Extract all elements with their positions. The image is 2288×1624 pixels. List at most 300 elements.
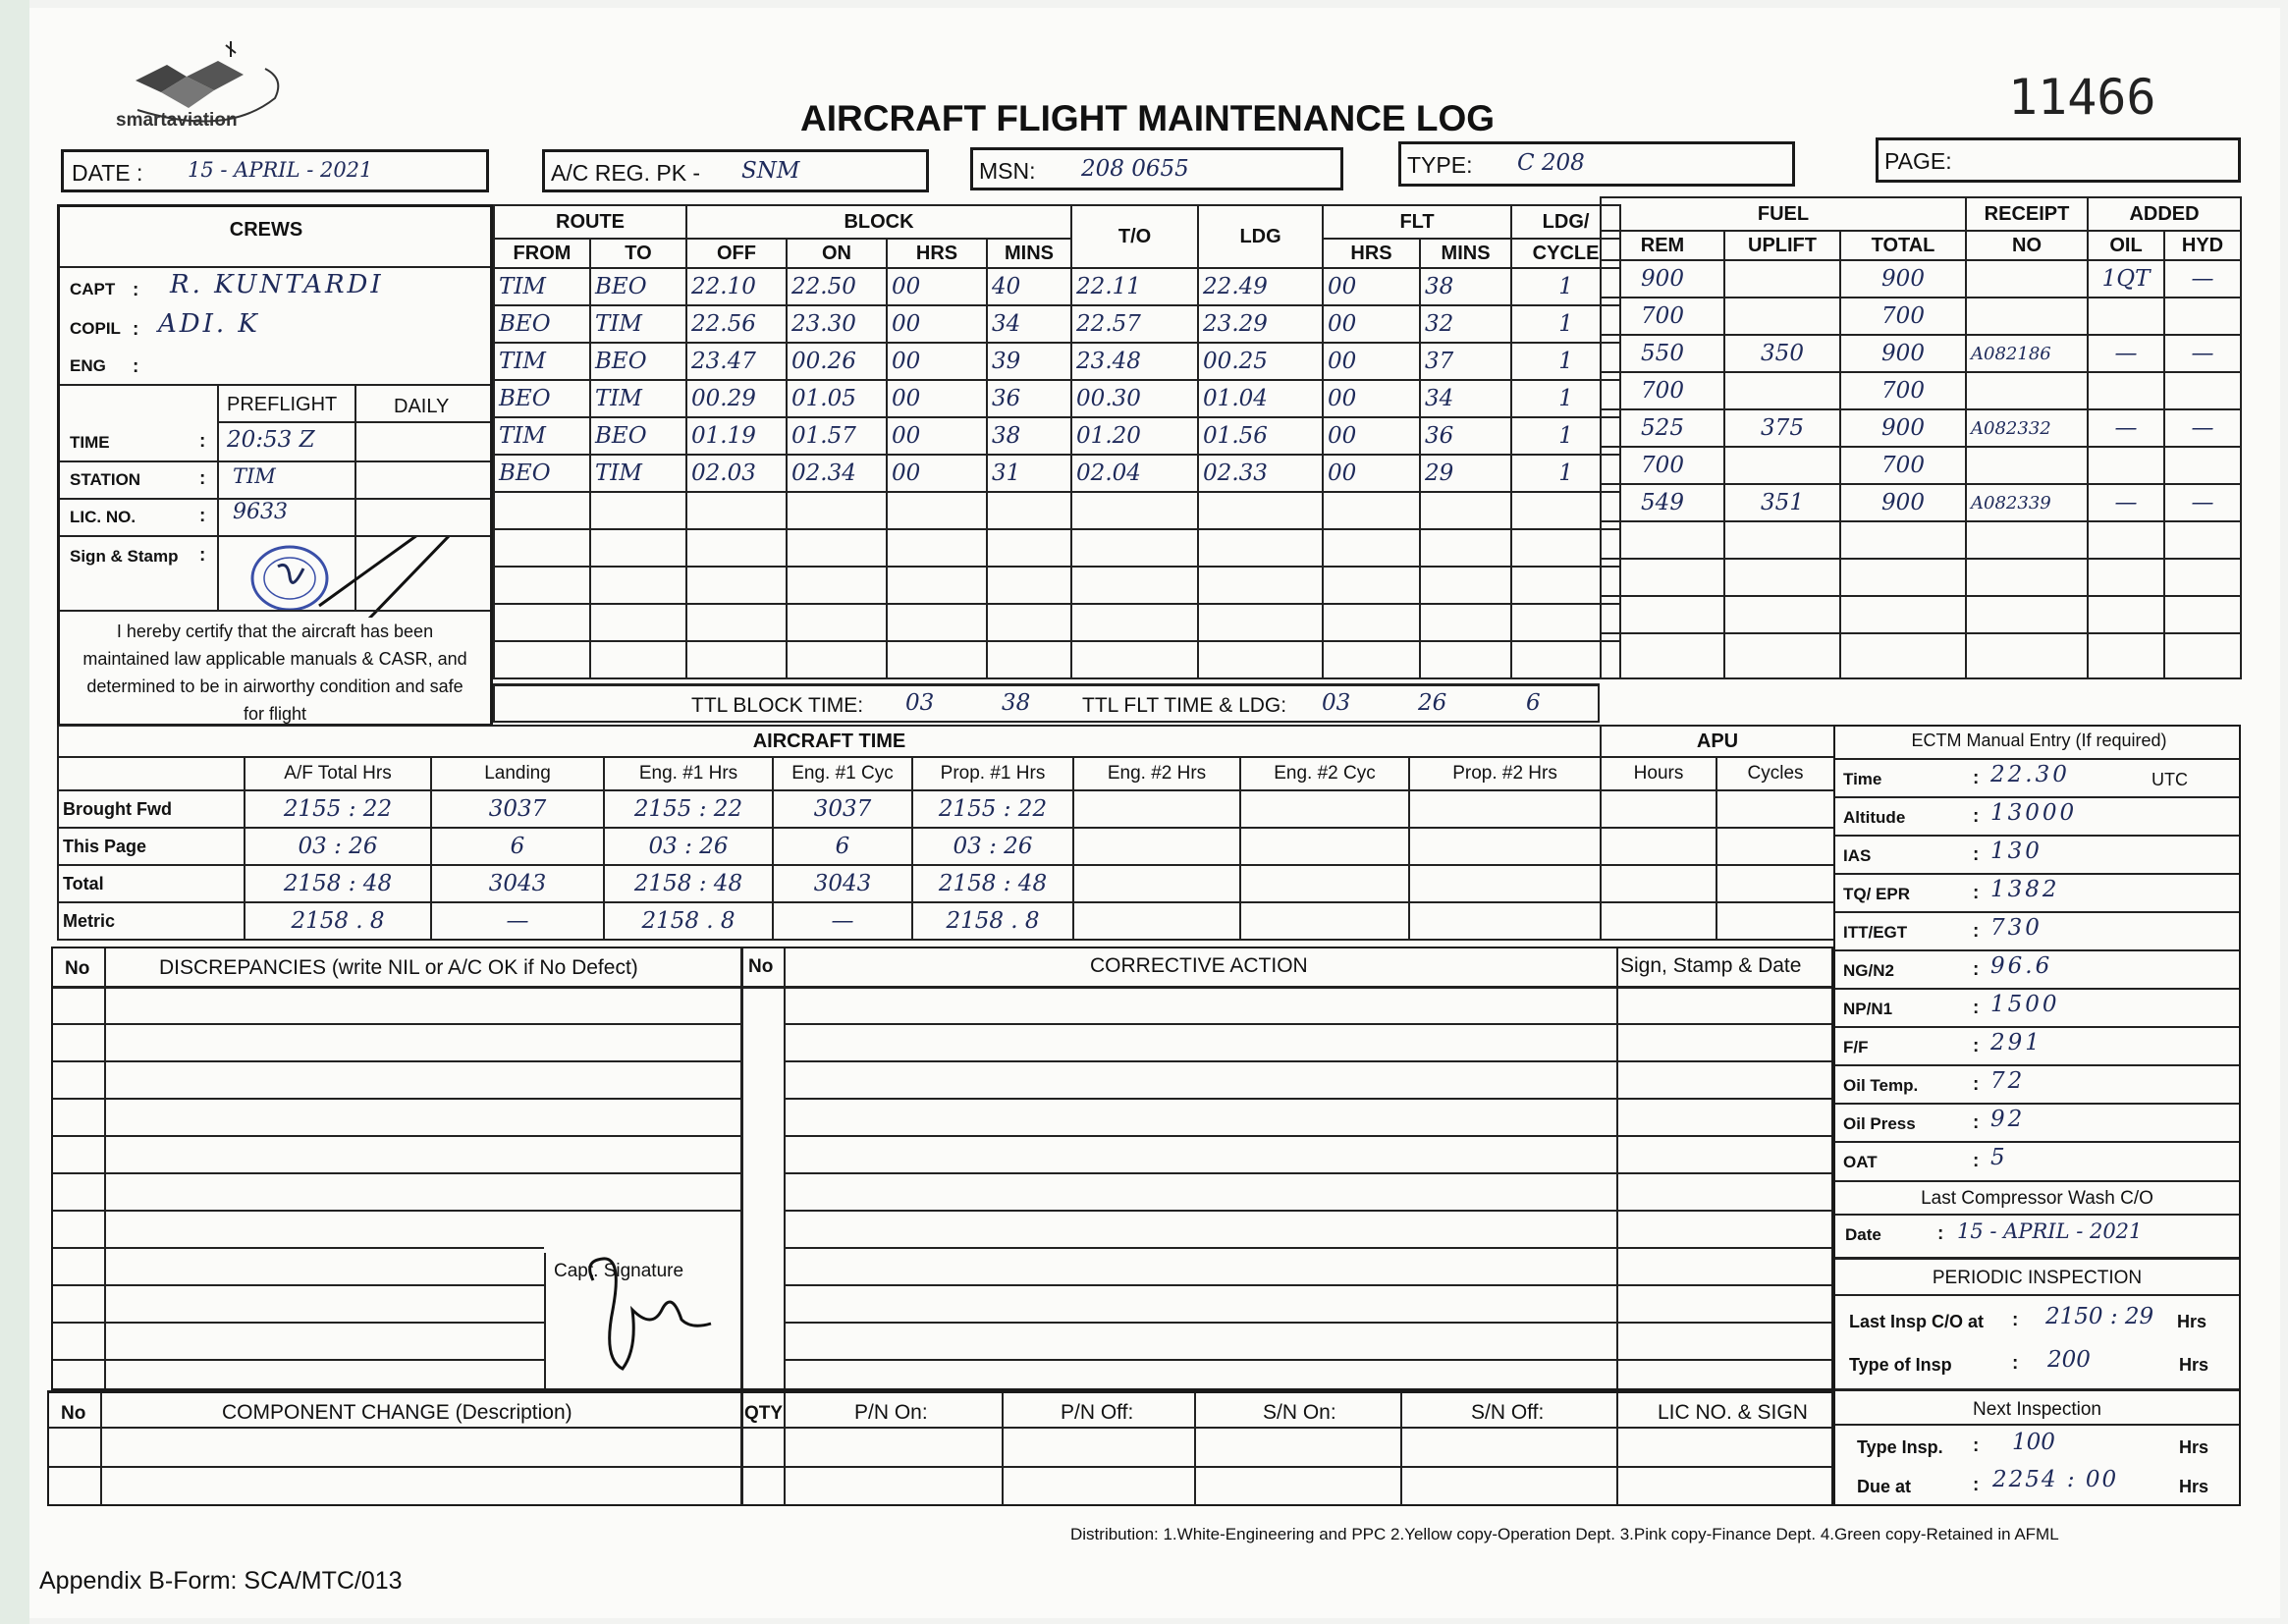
page-box [1876,137,2241,183]
aircraft-time-value: 2158 . 8 [912,902,1073,940]
ectm-unit: UTC [2152,770,2188,789]
ectm-label: IAS [1843,846,1872,865]
aircraft-time-value: — [431,902,604,940]
flight-row-empty [494,529,1620,567]
wash-date-label: Date [1845,1225,1881,1244]
flight-off-cell: 02.03 [686,455,787,492]
fuel-receipt-cell [1966,260,2088,298]
due-unit: Hrs [2179,1477,2209,1496]
aircraft-time-value: 2158 . 8 [604,902,773,940]
aircraft-time-value: 2158 : 48 [912,865,1073,902]
flight-flt-mins-cell: 37 [1420,343,1511,380]
preflight-station: TIM [233,464,276,488]
next-type-label: Type Insp. [1857,1437,1943,1457]
hyd-header: HYD [2164,231,2241,260]
ectm-row: Oil Temp. : 72 [1835,1064,2239,1103]
fuel-row-empty [1601,633,2241,678]
reg-box [542,149,929,192]
ttl-flt-hrs: 03 [1322,690,1351,716]
crews-title: CREWS [229,219,303,241]
distribution-note: Distribution: 1.White-Engineering and PPC 2.Yellow copy-Operation Dept. 3.Pink copy-Finance Dept. 4.Green copy-Retained in AFML [1070,1525,2059,1543]
on-header: ON [787,239,887,268]
fuel-hyd-cell [2164,298,2241,335]
aircraft-time-table [57,725,1602,941]
flight-ldg-cell: 00.25 [1198,343,1323,380]
ectm-value: 13000 [1990,800,2078,826]
ttl-block-hrs: 03 [905,690,935,716]
cycle-header-1: LDG/ [1511,205,1620,239]
flight-on-cell: 23.30 [787,305,887,343]
captain-signature-icon [564,1251,750,1379]
flight-on-cell: 01.57 [787,417,887,455]
aircraft-time-value [1240,902,1409,940]
cycle-header-2: CYCLE [1511,239,1620,268]
flight-row [494,305,1620,343]
flight-to-time-cell: 22.11 [1071,268,1198,305]
fuel-total-cell: 700 [1840,372,1966,409]
aircraft-time-col-header: A/F Total Hrs [245,757,431,790]
flight-row [494,343,1620,380]
ectm-value: 96.6 [1990,953,2053,979]
capt-signature-label: Capt. Signature [554,1261,684,1281]
receipt-header-2: NO [1966,231,2088,260]
to-header: T/O [1071,205,1198,268]
flight-flt-mins-cell: 32 [1420,305,1511,343]
flight-ldg-cell: 01.56 [1198,417,1323,455]
type-box [1398,141,1795,187]
fuel-receipt-cell: A082186 [1966,335,2088,372]
flight-off-cell: 00.29 [686,380,787,417]
aircraft-time-row-label: Brought Fwd [58,790,245,828]
aircraft-time-title: AIRCRAFT TIME [58,726,1601,757]
page-edge [0,0,29,1624]
aircraft-time-value: 3043 [431,865,604,902]
next-insp-title: Next Inspection [1835,1388,2239,1421]
flight-hrs-cell: 00 [887,268,987,305]
aircraft-time-value: 03 : 26 [604,828,773,865]
ectm-value: 1382 [1990,877,2060,902]
flight-ldg-cell [1198,492,1323,529]
apu-table [1600,725,1835,941]
ectm-row: Time : 22.30 UTC [1835,758,2239,796]
fuel-rem-cell: 525 [1601,409,1724,447]
next-type-value: 100 [2012,1430,2055,1455]
due-value: 2254 : 00 [1992,1467,2119,1492]
ectm-label: F/F [1843,1038,1869,1056]
fuel-rem-cell: 700 [1601,372,1724,409]
flight-to-time-cell: 00.30 [1071,380,1198,417]
flight-flt-hrs-cell: 00 [1323,268,1420,305]
sn-off-header: S/N Off: [1471,1401,1545,1424]
qty-header: QTY [744,1403,784,1424]
flight-flt-mins-cell: 38 [1420,268,1511,305]
fuel-row [1601,260,2241,298]
fuel-total-cell: 700 [1840,447,1966,484]
flight-from-cell: TIM [494,268,590,305]
fuel-oil-cell [2088,298,2164,335]
flight-from-cell [494,492,590,529]
daily-header: DAILY [394,396,450,417]
flight-hrs-cell: 00 [887,417,987,455]
fuel-oil-cell: — [2088,409,2164,447]
aircraft-time-value: 3037 [431,790,604,828]
flight-flt-mins-cell: 36 [1420,417,1511,455]
type-insp-value: 200 [2047,1347,2091,1373]
next-type-unit: Hrs [2179,1437,2209,1457]
aircraft-time-row [58,865,1601,902]
aircraft-time-col-header: Eng. #2 Hrs [1073,757,1240,790]
flight-off-cell: 22.10 [686,268,787,305]
flight-flt-hrs-cell [1323,492,1420,529]
fuel-oil-cell [2088,447,2164,484]
capt-value: R. KUNTARDI [170,270,384,299]
flight-flt-hrs-cell: 00 [1323,380,1420,417]
type-insp-unit: Hrs [2179,1355,2209,1375]
fuel-total-cell: 900 [1840,409,1966,447]
aircraft-time-value: 6 [431,828,604,865]
fuel-hyd-cell [2164,372,2241,409]
ectm-label: NG/N2 [1843,961,1894,980]
aircraft-time-value: 2155 : 22 [245,790,431,828]
flight-cycle-cell: 1 [1511,268,1620,305]
aircraft-time-value: 2158 : 48 [604,865,773,902]
eng-label: ENG [70,356,106,375]
aircraft-time-row [58,902,1601,940]
flight-on-cell: 01.05 [787,380,887,417]
aircraft-time-col-header: Landing [431,757,604,790]
flight-cycle-cell: 1 [1511,417,1620,455]
fuel-oil-cell [2088,372,2164,409]
added-header: ADDED [2088,197,2241,231]
flight-on-cell: 22.50 [787,268,887,305]
aircraft-time-value: 6 [773,828,912,865]
ectm-label: Oil Press [1843,1114,1916,1133]
fuel-uplift-cell: 351 [1724,484,1840,521]
pn-off-header: P/N Off: [1061,1401,1134,1424]
sign-stamp-label: Sign & Stamp [70,547,179,566]
page-label: PAGE: [1884,148,1952,174]
fuel-row [1601,447,2241,484]
ldg-header: LDG [1198,205,1323,268]
aircraft-time-row-label: This Page [58,828,245,865]
flight-flt-hrs-cell: 00 [1323,305,1420,343]
fuel-total-cell: 900 [1840,335,1966,372]
flight-hrs-cell [887,492,987,529]
due-label: Due at [1857,1477,1912,1496]
flight-ldg-cell: 23.29 [1198,305,1323,343]
ectm-value: 730 [1990,915,2043,941]
flight-cycle-cell: 1 [1511,305,1620,343]
aircraft-time-value: 2158 . 8 [245,902,431,940]
page-title: AIRCRAFT FLIGHT MAINTENANCE LOG [800,98,1496,138]
fuel-rem-cell: 549 [1601,484,1724,521]
aircraft-time-corner [58,757,245,790]
flight-flt-mins-cell [1420,492,1511,529]
fuel-rem-cell: 700 [1601,298,1724,335]
fuel-uplift-cell [1724,447,1840,484]
corrective-title: CORRECTIVE ACTION [1090,954,1308,977]
flight-to-cell [590,492,686,529]
flight-off-cell: 01.19 [686,417,787,455]
capt-label: CAPT [70,280,116,298]
flight-flt-hrs-cell: 00 [1323,455,1420,492]
aircraft-time-value [1073,865,1240,902]
oil-header: OIL [2088,231,2164,260]
fuel-rem-cell: 700 [1601,447,1724,484]
lic-sign-header: LIC NO. & SIGN [1658,1401,1808,1424]
fuel-row-empty [1601,521,2241,559]
fuel-uplift-cell [1724,372,1840,409]
flight-from-cell: BEO [494,455,590,492]
flight-flt-mins-cell: 29 [1420,455,1511,492]
totals-row [493,683,1600,723]
fuel-receipt-cell [1966,372,2088,409]
flight-to-cell: BEO [590,343,686,380]
apu-cycles-header: Cycles [1716,757,1834,790]
preflight-lic: 9633 [233,500,288,524]
engineer-stamp-icon [221,537,486,618]
fuel-rem-cell: 900 [1601,260,1724,298]
fuel-hyd-cell: — [2164,335,2241,372]
fuel-oil-cell: — [2088,335,2164,372]
ttl-ldg: 6 [1526,690,1541,716]
ectm-panel: ECTM Manual Entry (If required) Time : 22.30 UTC Altitude : 13000 IAS : 130 TQ/ EPR : 1382 ITT/EGT : 730 NG/N2 : 96.6 NP/N1 : 1500 F/F : 291 Oil Temp. : 72 Oil Press : 92 OAT : 5 Last Compressor Wash C/O Date : 15 - APRIL - 2021 PERIODIC INSPECTION Last Insp C/O at : 2150 : 29 Hrs Type of Insp : 200 Hrs Next Inspection Type Insp. : 100 Hrs Due at : 2254 : 00 Hrs [1833,725,2241,1506]
ttl-block-label: TTL BLOCK TIME: [691,694,864,717]
disc-no-header: No [65,958,90,979]
lic-label: LIC. NO. [70,508,136,526]
aircraft-time-value: 03 : 26 [245,828,431,865]
date-value: 15 - APRIL - 2021 [188,158,373,182]
ttl-flt-mins: 26 [1418,690,1447,716]
total-header: TOTAL [1840,231,1966,260]
ectm-row: F/F : 291 [1835,1026,2239,1064]
ectm-value: 291 [1990,1030,2043,1056]
flt-mins-header: MINS [1420,239,1511,268]
flight-mins-cell [987,492,1071,529]
aircraft-time-value: 03 : 26 [912,828,1073,865]
fuel-oil-cell: — [2088,484,2164,521]
fuel-row [1601,335,2241,372]
flight-ldg-cell: 01.04 [1198,380,1323,417]
aircraft-time-value: 2155 : 22 [912,790,1073,828]
aircraft-time-value: 2155 : 22 [604,790,773,828]
fuel-receipt-cell: A082339 [1966,484,2088,521]
aircraft-time-row [58,790,1601,828]
preflight-header: PREFLIGHT [227,394,338,415]
receipt-header-1: RECEIPT [1966,197,2088,231]
flight-flt-hrs-cell: 00 [1323,417,1420,455]
fuel-row-empty [1601,559,2241,596]
aircraft-time-row-label: Total [58,865,245,902]
flight-hrs-cell: 00 [887,305,987,343]
flight-row-empty [494,604,1620,641]
to-col-header: TO [590,239,686,268]
ectm-label: Oil Temp. [1843,1076,1919,1095]
ectm-value: 1500 [1990,992,2060,1017]
flight-hrs-cell: 00 [887,343,987,380]
aircraft-time-col-header: Prop. #1 Hrs [912,757,1073,790]
ectm-row: IAS : 130 [1835,835,2239,873]
wash-title: Last Compressor Wash C/O [1835,1180,2239,1210]
fuel-row [1601,484,2241,521]
aircraft-time-value [1073,828,1240,865]
copil-label: COPIL [70,319,121,338]
comp-no-header: No [61,1403,86,1424]
flt-header: FLT [1323,205,1511,239]
fuel-hyd-cell: — [2164,409,2241,447]
flight-hrs-cell: 00 [887,380,987,417]
reg-label: A/C REG. PK - [551,160,701,186]
fuel-total-cell: 900 [1840,260,1966,298]
fuel-uplift-cell: 375 [1724,409,1840,447]
flight-mins-cell: 36 [987,380,1071,417]
flight-to-cell: BEO [590,417,686,455]
aircraft-time-value [1409,828,1601,865]
flight-ldg-cell: 22.49 [1198,268,1323,305]
flight-off-cell [686,492,787,529]
flight-row-empty [494,567,1620,604]
fuel-row [1601,372,2241,409]
ectm-row: Oil Press : 92 [1835,1103,2239,1141]
fuel-rem-cell: 550 [1601,335,1724,372]
flight-row [494,492,1620,529]
fuel-hyd-cell: — [2164,484,2241,521]
flight-to-time-cell: 02.04 [1071,455,1198,492]
fuel-hyd-cell: — [2164,260,2241,298]
apu-title: APU [1601,726,1834,757]
flight-to-cell: TIM [590,380,686,417]
ttl-block-mins: 38 [1002,690,1031,716]
fuel-row-empty [1601,596,2241,633]
fuel-uplift-cell: 350 [1724,335,1840,372]
ectm-value: 72 [1990,1068,2026,1094]
aircraft-time-col-header: Eng. #1 Hrs [604,757,773,790]
last-insp-unit: Hrs [2177,1312,2207,1331]
flight-mins-cell: 38 [987,417,1071,455]
company-logo [116,39,295,137]
fuel-table [1600,196,2242,679]
discrepancy-section [51,947,1833,1390]
aircraft-time-value [1240,828,1409,865]
logo-text: smartaviation [116,110,238,131]
fuel-receipt-cell [1966,298,2088,335]
fuel-receipt-cell [1966,447,2088,484]
discrepancies-title: DISCREPANCIES (write NIL or A/C OK if No Defect) [159,956,638,979]
block-mins-header: MINS [987,239,1071,268]
ectm-row: Altitude : 13000 [1835,796,2239,835]
type-insp-label: Type of Insp [1849,1355,1952,1375]
flight-from-cell: TIM [494,343,590,380]
aircraft-time-value: 2158 : 48 [245,865,431,902]
ectm-row: NP/N1 : 1500 [1835,988,2239,1026]
flight-row [494,455,1620,492]
component-change-section [47,1390,1833,1506]
aircraft-time-value: 3037 [773,790,912,828]
time-label: TIME [70,433,110,452]
fuel-row [1601,409,2241,447]
last-insp-value: 2150 : 29 [2045,1304,2154,1329]
corrective-no-header: No [748,956,774,977]
aircraft-time-col-header: Eng. #1 Cyc [773,757,912,790]
flight-hrs-cell: 00 [887,455,987,492]
aircraft-time-value [1240,865,1409,902]
ectm-label: Altitude [1843,808,1906,827]
certification-statement: I hereby certify that the aircraft has been maintained law applicable manuals & CASR, and determined to be in airworthy condition and safe for flight [82,622,467,724]
fuel-uplift-cell [1724,260,1840,298]
block-header: BLOCK [686,205,1071,239]
msn-label: MSN: [979,158,1036,184]
ectm-row: NG/N2 : 96.6 [1835,949,2239,988]
flight-cycle-cell: 1 [1511,380,1620,417]
fuel-hyd-cell [2164,447,2241,484]
flight-mins-cell: 40 [987,268,1071,305]
fuel-row [1601,298,2241,335]
sn-on-header: S/N On: [1263,1401,1336,1424]
flight-from-cell: TIM [494,417,590,455]
ectm-row: TQ/ EPR : 1382 [1835,873,2239,911]
off-header: OFF [686,239,787,268]
ttl-flt-label: TTL FLT TIME & LDG: [1082,694,1287,717]
ectm-title: ECTM Manual Entry (If required) [1911,731,2167,750]
flight-row-empty [494,641,1620,678]
flight-from-cell: BEO [494,380,590,417]
flight-row [494,417,1620,455]
flt-hrs-header: HRS [1323,239,1420,268]
flight-row [494,380,1620,417]
component-change-title: COMPONENT CHANGE (Description) [222,1401,572,1424]
flight-on-cell: 00.26 [787,343,887,380]
flight-from-cell: BEO [494,305,590,343]
ectm-value: 22.30 [1990,762,2070,787]
flight-mins-cell: 31 [987,455,1071,492]
preflight-time: 20:53 Z [227,427,315,453]
aircraft-time-value [1240,790,1409,828]
fuel-oil-cell: 1QT [2088,260,2164,298]
serial-number: 11466 [2008,69,2156,126]
type-value: C 208 [1517,150,1585,176]
flight-to-time-cell: 23.48 [1071,343,1198,380]
flight-to-cell: TIM [590,305,686,343]
ectm-row: ITT/EGT : 730 [1835,911,2239,949]
aircraft-time-value [1409,790,1601,828]
from-header: FROM [494,239,590,268]
uplift-header: UPLIFT [1724,231,1840,260]
apu-hours-header: Hours [1601,757,1716,790]
aircraft-time-value: 3043 [773,865,912,902]
date-box [61,149,489,192]
ectm-label: ITT/EGT [1843,923,1908,942]
flight-off-cell: 22.56 [686,305,787,343]
flight-to-time-cell [1071,492,1198,529]
flight-off-cell: 23.47 [686,343,787,380]
aircraft-time-col-header: Prop. #2 Hrs [1409,757,1601,790]
ectm-label: TQ/ EPR [1843,885,1911,903]
flight-mins-cell: 39 [987,343,1071,380]
station-label: STATION [70,470,141,489]
flight-ldg-cell: 02.33 [1198,455,1323,492]
ectm-label: Time [1843,770,1882,788]
flight-flt-hrs-cell: 00 [1323,343,1420,380]
msn-box [970,147,1343,190]
flight-on-cell: 02.34 [787,455,887,492]
block-hrs-header: HRS [887,239,987,268]
wash-date-value: 15 - APRIL - 2021 [1957,1219,2143,1243]
fuel-total-cell: 700 [1840,298,1966,335]
flight-to-time-cell: 22.57 [1071,305,1198,343]
flight-to-cell: BEO [590,268,686,305]
flight-to-time-cell: 01.20 [1071,417,1198,455]
flight-cycle-cell: 1 [1511,455,1620,492]
